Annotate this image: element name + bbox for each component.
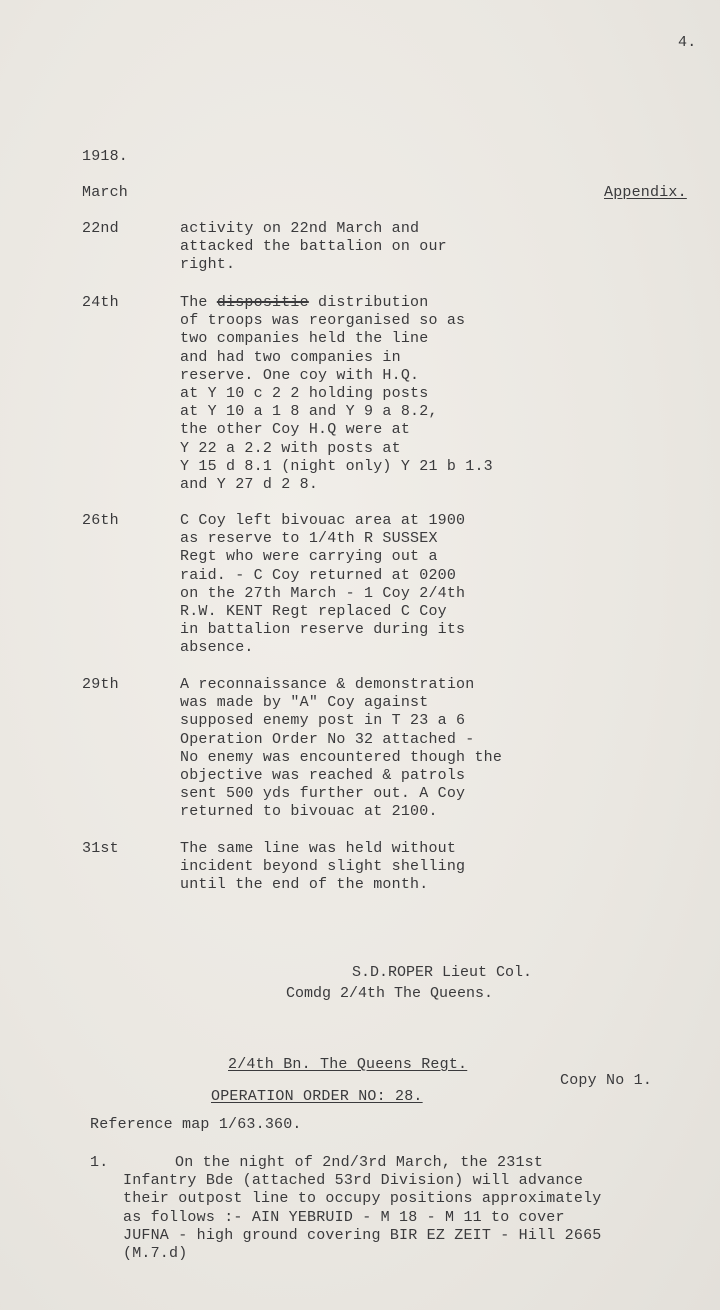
entry-line: and had two companies in [180, 348, 401, 366]
paragraph-line: Infantry Bde (attached 53rd Division) will advance [123, 1172, 584, 1190]
order-paragraph [123, 1154, 713, 1263]
entry-line: Operation Order No 32 attached - [180, 730, 475, 748]
entry-line: raid. - C Coy returned at 0200 [180, 566, 457, 584]
entry-line: returned to bivouac at 2100. [180, 803, 438, 821]
entry-line: at Y 10 a 1 8 and Y 9 a 8.2, [180, 403, 438, 421]
entry-line: was made by "A" Coy against [180, 694, 429, 712]
month-heading: March [82, 184, 129, 201]
entry-line: No enemy was encountered though the [180, 748, 503, 766]
paragraph-line: On the night of 2nd/3rd March, the 231st [175, 1154, 544, 1171]
entry-line [180, 294, 580, 312]
paragraph-line: JUFNA - high ground covering BIR EZ ZEIT - Hill 2665 [123, 1226, 602, 1244]
reference-map: Reference map 1/63.360. [90, 1116, 302, 1133]
entry-line: two companies held the line [180, 330, 429, 348]
struck-out-word: dispositie [216, 294, 309, 311]
entry-line: right. [180, 256, 236, 274]
signature-name: S.D.ROPER Lieut Col. [352, 964, 533, 981]
entry-line: activity on 22nd March and [180, 220, 420, 237]
appendix-heading: Appendix. [604, 184, 687, 201]
entry-line: The same line was held without [180, 840, 457, 857]
entry-line: as reserve to 1/4th R SUSSEX [180, 530, 438, 548]
entry-line: R.W. KENT Regt replaced C Coy [180, 603, 447, 621]
diary-entry [180, 840, 580, 895]
diary-entry [180, 220, 580, 275]
entry-line: Y 15 d 8.1 (night only) Y 21 b 1.3 [180, 457, 493, 475]
entry-line: at Y 10 c 2 2 holding posts [180, 385, 429, 403]
entry-date: 31st [82, 840, 119, 857]
paragraph-line: (M.7.d) [123, 1245, 188, 1263]
entry-line: sent 500 yds further out. A Coy [180, 785, 466, 803]
entry-line-text: distribution [318, 294, 429, 311]
signature-title: Comdg 2/4th The Queens. [286, 985, 494, 1002]
entry-line: C Coy left bivouac area at 1900 [180, 512, 466, 529]
entry-line: and Y 27 d 2 8. [180, 476, 319, 494]
entry-date: 22nd [82, 220, 119, 237]
entry-date: 26th [82, 512, 119, 529]
order-title: OPERATION ORDER NO: 28. [211, 1088, 423, 1105]
entry-line: until the end of the month. [180, 876, 429, 894]
entry-line: Regt who were carrying out a [180, 548, 438, 566]
year-heading: 1918. [82, 148, 129, 165]
entry-line: attacked the battalion on our [180, 238, 447, 256]
entry-line: objective was reached & patrols [180, 767, 466, 785]
entry-line: A reconnaissance & demonstration [180, 676, 475, 693]
entry-line: absence. [180, 639, 254, 657]
entry-line: incident beyond slight shelling [180, 858, 466, 876]
diary-entry [180, 676, 580, 822]
entry-prefix: The [180, 294, 208, 311]
entry-line: in battalion reserve during its [180, 621, 466, 639]
page-number: 4. [678, 34, 697, 51]
entry-line: reserve. One coy with H.Q. [180, 366, 420, 384]
entry-line: Y 22 a 2.2 with posts at [180, 439, 401, 457]
diary-entry [180, 294, 580, 494]
entry-date: 29th [82, 676, 119, 693]
diary-entry [180, 512, 580, 658]
paragraph-line: their outpost line to occupy positions approximately [123, 1190, 602, 1208]
order-unit-heading: 2/4th Bn. The Queens Regt. [228, 1056, 468, 1073]
paragraph-number: 1. [90, 1154, 109, 1171]
copy-number: Copy No 1. [560, 1072, 653, 1089]
entry-date: 24th [82, 294, 119, 311]
entry-line: on the 27th March - 1 Coy 2/4th [180, 584, 466, 602]
entry-line: supposed enemy post in T 23 a 6 [180, 712, 466, 730]
entry-line: of troops was reorganised so as [180, 312, 466, 330]
paragraph-line: as follows :- AIN YEBRUID - M 18 - M 11 to cover [123, 1208, 565, 1226]
entry-line: the other Coy H.Q were at [180, 421, 411, 439]
